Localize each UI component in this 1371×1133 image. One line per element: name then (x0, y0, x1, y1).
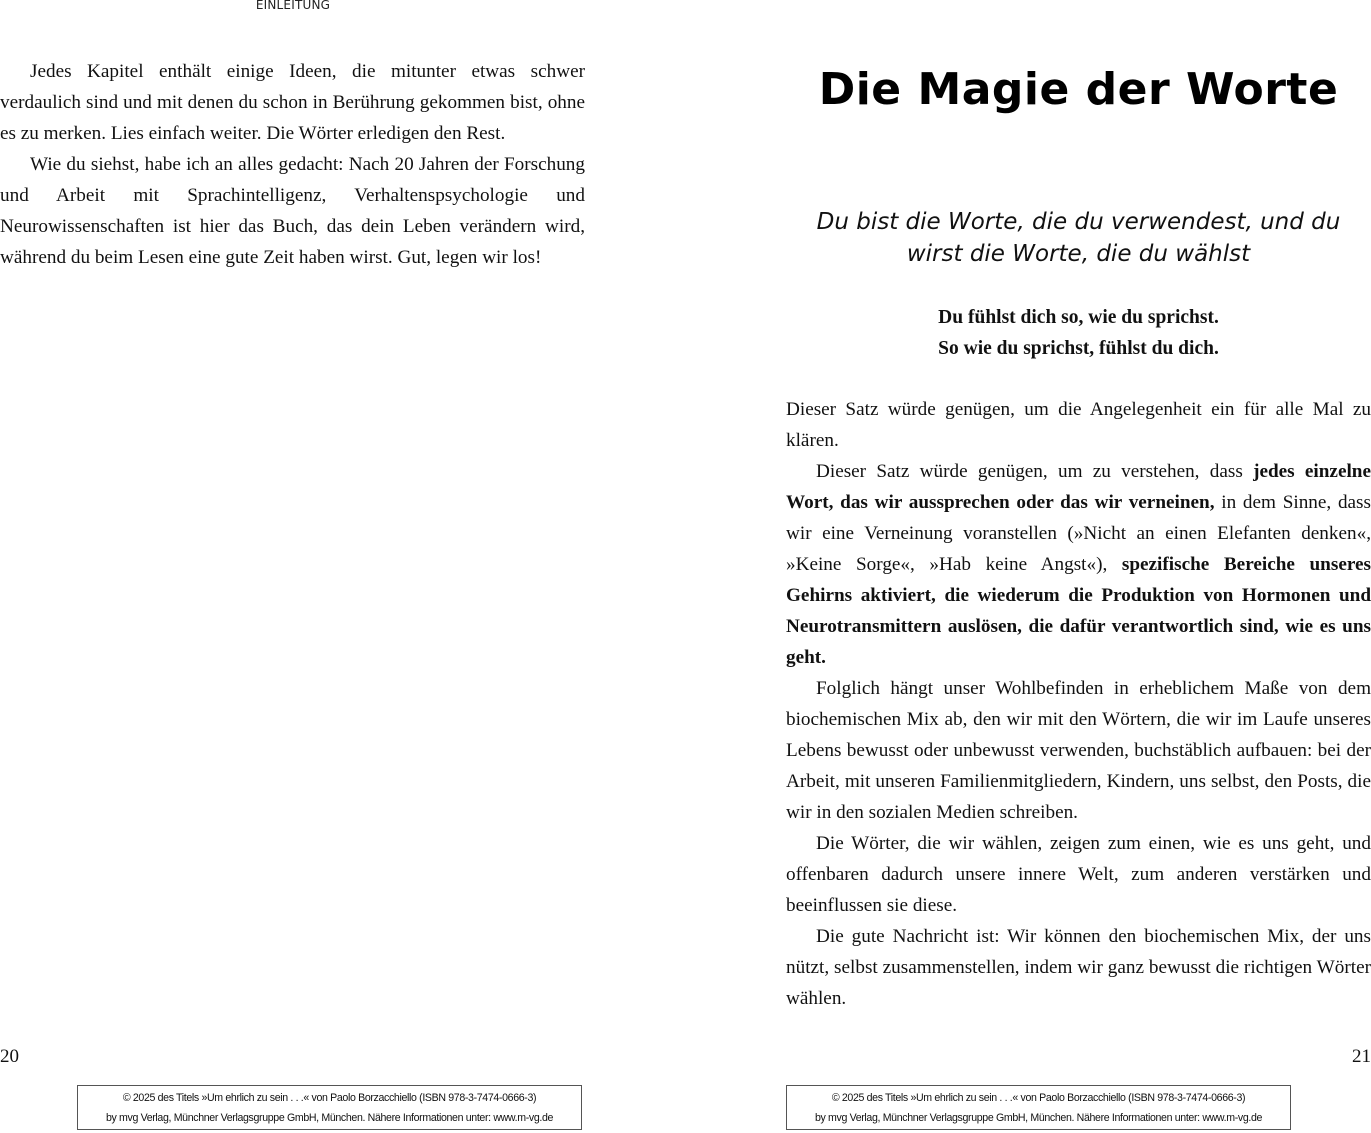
copyright-line: by mvg Verlag, Münchner Verlagsgruppe GmbH, München. Nähere Informationen unter: www.m-vg.de (814, 1112, 1263, 1124)
page-number: 21 (1352, 1046, 1371, 1067)
chapter-subtitle (786, 206, 1371, 270)
paragraph (786, 828, 1371, 921)
body-text (0, 56, 585, 273)
copyright-notice (786, 1085, 1291, 1130)
bold-text: spezifische Bereiche unseres Gehirns aktiviert, die wiederum die Produktion von Hormonen und Neurotransmittern auslösen, die dafür verantwortlich sind, wie es uns geht. (786, 554, 1371, 668)
text-run: in dem Sinne, dass wir eine Verneinung voranstellen (»Nicht an einen Elefanten denken«, »Keine Sorge«, »Hab keine Angst«), (786, 492, 1371, 575)
paragraph (786, 394, 1371, 456)
right-page (786, 0, 1371, 1133)
text-run: Die gute Nachricht ist: Wir können den biochemischen Mix, der uns nützt, selbst zusammenstellen, indem wir ganz bewusst die richtigen Wörter wählen. (786, 926, 1371, 1009)
subtitle-line: wirst die Worte, die du wählst (906, 241, 1251, 267)
body-text (786, 394, 1371, 1014)
bold-text: jedes einzelne Wort, das wir aussprechen oder das wir verneinen, (786, 461, 1371, 513)
motto-line: Du fühlst dich so, wie du sprichst. (938, 307, 1219, 328)
chapter-title: Die Magie der Worte (818, 64, 1339, 115)
paragraph (786, 921, 1371, 1014)
left-page (0, 0, 586, 1133)
text-run: Dieser Satz würde genügen, um zu verstehen, dass (816, 461, 1254, 482)
motto (786, 302, 1371, 364)
paragraph: Wie du siehst, habe ich an alles gedacht: Nach 20 Jahren der Forschung und Arbeit mit Sprachintelligenz, Verhaltenspsychologie und Neurowissenschaften ist hier das Buch, das dein Leben verändern wird, während du beim Lesen eine gute Zeit haben wirst. Gut, legen wir los! (0, 154, 585, 268)
page-number: 20 (0, 1046, 19, 1067)
text-run: Die Wörter, die wir wählen, zeigen zum einen, wie es uns geht, und offenbaren dadurch unsere innere Welt, zum anderen verstärken und beeinflussen sie diese. (786, 833, 1371, 916)
subtitle-line: Du bist die Worte, die du verwendest, und du (816, 209, 1341, 235)
paragraph (786, 673, 1371, 828)
copyright-line: © 2025 des Titels »Um ehrlich zu sein . . .« von Paolo Borzacchiello (ISBN 978-3-7474-0666-3) (831, 1092, 1246, 1104)
copyright-notice (77, 1085, 582, 1130)
copyright-line: by mvg Verlag, Münchner Verlagsgruppe GmbH, München. Nähere Informationen unter: www.m-vg.de (105, 1112, 554, 1124)
motto-line: So wie du sprichst, fühlst du dich. (938, 338, 1219, 359)
paragraph: Jedes Kapitel enthält einige Ideen, die mitunter etwas schwer verdaulich sind und mit denen du schon in Berührung gekommen bist, ohne es zu merken. Lies einfach weiter. Die Wörter erledigen den Rest. (0, 61, 585, 144)
text-run: Dieser Satz würde genügen, um die Angelegenheit ein für alle Mal zu klären. (786, 399, 1371, 451)
text-run: Folglich hängt unser Wohlbefinden in erheblichem Maße von dem biochemischen Mix ab, den wir mit den Wörtern, die wir im Laufe unseres Lebens bewusst oder unbewusst verwenden, buchstäblich aufbauen: bei der Arbeit, mit unseren Familienmitgliedern, Kindern, uns selbst, den Posts, die wir in den sozialen Medien schreiben. (786, 678, 1371, 823)
paragraph (786, 456, 1371, 673)
copyright-line: © 2025 des Titels »Um ehrlich zu sein . . .« von Paolo Borzacchiello (ISBN 978-3-7474-0666-3) (122, 1092, 537, 1104)
running-head: EINLEITUNG (255, 0, 331, 12)
